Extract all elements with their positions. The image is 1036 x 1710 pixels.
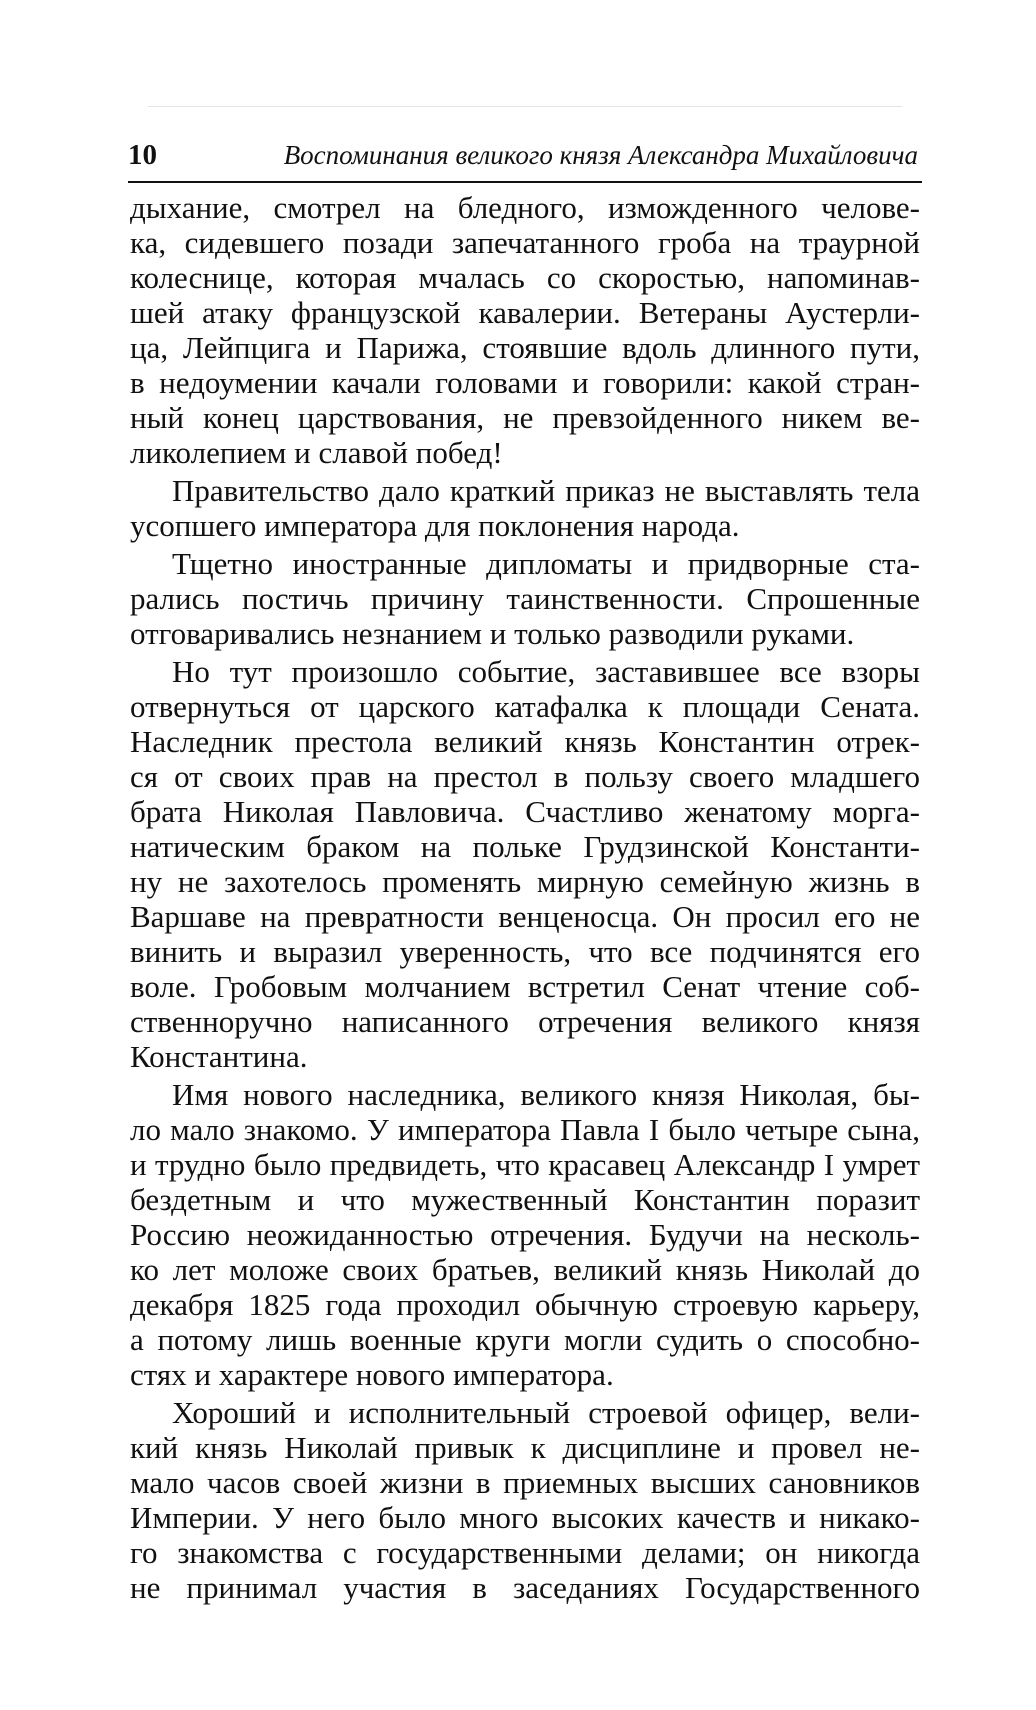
text-line: Наследник престола великий князь Константин отрек- <box>130 724 920 759</box>
text-line: Правительство дало краткий приказ не выставлять тела <box>172 473 920 508</box>
text-line: отговаривались незнанием и только разводили руками. <box>130 616 855 651</box>
text-line: Варшаве на превратности венценосца. Он просил его не <box>130 899 920 934</box>
text-line: Империи. У него было много высоких качеств и никако- <box>130 1500 920 1535</box>
text-line: в недоумении качали головами и говорили: какой стран- <box>130 365 920 400</box>
text-line: ка, сидевшего позади запечатанного гроба на траурной <box>130 225 920 260</box>
text-line: ликолепием и славой побед! <box>130 435 503 470</box>
paragraph <box>130 654 920 1074</box>
page-number: 10 <box>128 139 157 171</box>
paragraph <box>130 1077 920 1392</box>
paragraph <box>130 473 920 543</box>
text-line: а потому лишь военные круги могли судить о способно- <box>130 1322 920 1357</box>
text-line: ца, Лейпцига и Парижа, стоявшие вдоль длинного пути, <box>130 330 920 365</box>
text-line: натическим браком на польке Грудзинской Константи- <box>130 829 920 864</box>
text-line: Константина. <box>130 1039 308 1074</box>
text-line: шей атаку французской кавалерии. Ветераны Аустерли- <box>130 295 920 330</box>
text-line: не принимал участия в заседаниях Государственного <box>130 1570 920 1605</box>
text-line: Имя нового наследника, великого князя Николая, бы- <box>172 1077 920 1112</box>
text-line: брата Николая Павловича. Счастливо женатому морга- <box>130 794 920 829</box>
text-line: и трудно было предвидеть, что красавец Александр I умрет <box>130 1147 920 1182</box>
body-text <box>130 190 920 1608</box>
text-line: рались постичь причину таинственности. Спрошенные <box>130 581 920 616</box>
text-line: ну не захотелось променять мирную семейную жизнь в <box>130 864 920 899</box>
header-rule <box>128 181 922 183</box>
text-line: бездетным и что мужественный Константин поразит <box>130 1182 920 1217</box>
paragraph <box>130 190 920 470</box>
text-line: ся от своих прав на престол в пользу своего младшего <box>130 759 920 794</box>
text-line: ло мало знакомо. У императора Павла I было четыре сына, <box>130 1112 920 1147</box>
text-line: ко лет моложе своих братьев, великий князь Николай до <box>130 1252 920 1287</box>
text-line: винить и выразил уверенность, что все подчинятся его <box>130 934 920 969</box>
text-line: ный конец царствования, не превзойденного никем ве- <box>130 400 920 435</box>
text-line: кий князь Николай привык к дисциплине и провел не- <box>130 1430 920 1465</box>
text-line: Но тут произошло событие, заставившее все взоры <box>172 654 920 689</box>
text-line: мало часов своей жизни в приемных высших сановников <box>130 1465 920 1500</box>
page-top-rule <box>148 106 902 107</box>
text-line: Россию неожиданностью отречения. Будучи на несколь- <box>130 1217 920 1252</box>
running-head <box>128 137 922 181</box>
paragraph <box>130 546 920 651</box>
paragraph <box>130 1395 920 1605</box>
text-line: Хороший и исполнительный строевой офицер, вели- <box>172 1395 920 1430</box>
text-line: Тщетно иностранные дипломаты и придворные ста- <box>172 546 920 581</box>
text-line: го знакомства с государственными делами; он никогда <box>130 1535 920 1570</box>
text-line: дыхание, смотрел на бледного, изможденного челове- <box>130 190 920 225</box>
text-line: воле. Гробовым молчанием встретил Сенат чтение соб- <box>130 969 920 1004</box>
text-line: колеснице, которая мчалась со скоростью, напоминав- <box>130 260 920 295</box>
text-line: стях и характере нового императора. <box>130 1357 614 1392</box>
running-title: Воспоминания великого князя Александра Михайловича <box>283 140 918 170</box>
text-line: ственноручно написанного отречения великого князя <box>130 1004 920 1039</box>
text-line: декабря 1825 года проходил обычную строевую карьеру, <box>130 1287 920 1322</box>
text-line: отвернуться от царского катафалка к площади Сената. <box>130 689 920 724</box>
text-line: усопшего императора для поклонения народа. <box>130 508 740 543</box>
